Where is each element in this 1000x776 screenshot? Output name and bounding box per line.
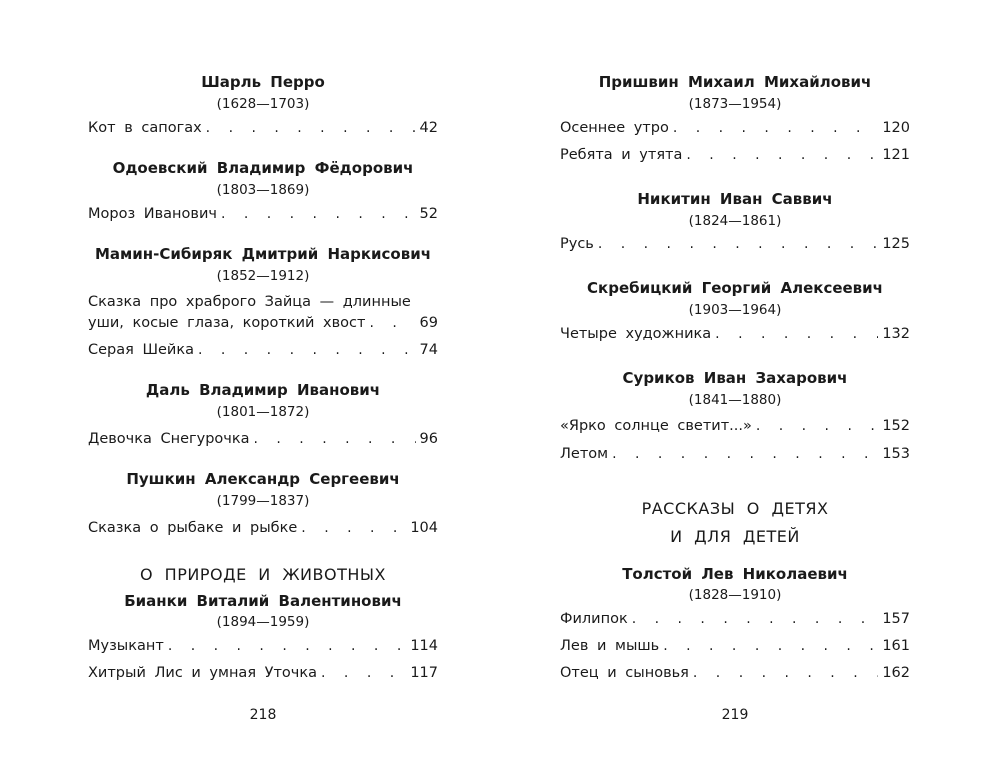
author-years: (1803—1869) [216, 182, 310, 198]
entry-page: 125 [882, 236, 910, 252]
entry-page: 69 [419, 315, 438, 331]
page-number: 219 [721, 707, 749, 723]
entry-title: Русь [560, 236, 594, 252]
dot-leader [663, 636, 878, 656]
entry-title: Кот в сапогах [88, 120, 202, 136]
toc-entry[interactable] [88, 518, 438, 538]
toc-entry[interactable] [88, 636, 438, 656]
author-years: (1828—1910) [688, 587, 782, 603]
entry-title: Лев и мышь [560, 638, 660, 654]
entry-page: 152 [882, 418, 910, 434]
dot-leader [612, 444, 878, 464]
toc-entry[interactable] [560, 636, 910, 656]
dot-leader [693, 663, 878, 683]
author-years: (1824—1861) [688, 213, 782, 229]
author-years: (1894—1959) [216, 614, 310, 630]
page-number: 218 [249, 707, 277, 723]
dot-leader [206, 118, 416, 138]
section-heading: О ПРИРОДЕ И ЖИВОТНЫХ [140, 565, 386, 584]
author-name: Толстой Лев Николаевич [622, 565, 848, 583]
author-name: Бианки Виталий Валентинович [124, 592, 402, 610]
author-name: Даль Владимир Иванович [145, 381, 381, 399]
toc-entry[interactable] [560, 118, 910, 138]
dot-leader [369, 313, 415, 333]
author-name: Никитин Иван Саввич [637, 190, 833, 208]
author-name: Мамин-Сибиряк Дмитрий Наркисович [94, 245, 432, 263]
toc-entry[interactable] [88, 313, 438, 333]
toc-entry[interactable] [88, 118, 438, 138]
entry-title: Девочка Снегурочка [88, 431, 250, 447]
left-page [88, 0, 438, 776]
toc-entry[interactable] [88, 429, 438, 449]
entry-title: Хитрый Лис и умная Уточка [88, 665, 318, 681]
toc-entry[interactable] [88, 663, 438, 683]
entry-page: 121 [882, 147, 910, 163]
entry-page: 162 [882, 665, 910, 681]
entry-title: «Ярко солнце светит...» [560, 418, 752, 434]
dot-leader [221, 204, 416, 224]
entry-title-line1[interactable]: Сказка про храброго Зайца — длинные [88, 294, 411, 310]
author-name: Пушкин Александр Сергеевич [126, 470, 400, 488]
toc-entry[interactable] [560, 234, 910, 254]
entry-title: Летом [560, 446, 609, 462]
entry-page: 161 [882, 638, 910, 654]
author-years: (1852—1912) [216, 268, 310, 284]
dot-leader [632, 609, 879, 629]
author-years: (1628—1703) [216, 96, 310, 112]
toc-entry[interactable] [88, 204, 438, 224]
dot-leader [168, 636, 406, 656]
entry-page: 120 [882, 120, 910, 136]
author-years: (1799—1837) [216, 493, 310, 509]
dot-leader [673, 118, 878, 138]
entry-title: Четыре художника [560, 326, 712, 342]
entry-title: Сказка о рыбаке и рыбке [88, 520, 298, 536]
author-name: Шарль Перро [201, 73, 325, 91]
entry-title: Музыкант [88, 638, 164, 654]
entry-page: 132 [882, 326, 910, 342]
author-years: (1873—1954) [688, 96, 782, 112]
entry-title: Ребята и утята [560, 147, 683, 163]
entry-page: 42 [419, 120, 438, 136]
entry-page: 74 [419, 342, 438, 358]
author-years: (1841—1880) [688, 392, 782, 408]
toc-entry[interactable] [560, 324, 910, 344]
dot-leader [301, 518, 406, 538]
entry-page: 114 [410, 638, 438, 654]
entry-title: Филипок [560, 611, 628, 627]
dot-leader [254, 429, 416, 449]
entry-page: 96 [419, 431, 438, 447]
toc-entry[interactable] [560, 609, 910, 629]
toc-entry[interactable] [560, 444, 910, 464]
entry-page: 153 [882, 446, 910, 462]
dot-leader [198, 340, 416, 360]
entry-title: Серая Шейка [88, 342, 194, 358]
section-heading-line1: РАССКАЗЫ О ДЕТЯХ [641, 499, 829, 518]
entry-title: уши, косые глаза, короткий хвост [88, 315, 366, 331]
entry-page: 52 [419, 206, 438, 222]
entry-page: 104 [410, 520, 438, 536]
toc-entry[interactable] [560, 145, 910, 165]
toc-entry[interactable] [560, 663, 910, 683]
section-heading-line2: И ДЛЯ ДЕТЕЙ [670, 527, 800, 546]
author-years: (1903—1964) [688, 302, 782, 318]
entry-title: Отец и сыновья [560, 665, 689, 681]
entry-title: Осеннее утро [560, 120, 669, 136]
dot-leader [756, 416, 878, 436]
dot-leader [686, 145, 878, 165]
dot-leader [321, 663, 406, 683]
author-name: Одоевский Владимир Фёдорович [112, 159, 414, 177]
author-years: (1801—1872) [216, 404, 310, 420]
entry-page: 157 [882, 611, 910, 627]
toc-entry[interactable] [560, 416, 910, 436]
right-page [560, 0, 910, 776]
dot-leader [598, 234, 878, 254]
entry-title: Мороз Иванович [88, 206, 217, 222]
toc-entry[interactable] [88, 340, 438, 360]
author-name: Пришвин Михаил Михайлович [598, 73, 872, 91]
entry-page: 117 [410, 665, 438, 681]
author-name: Суриков Иван Захарович [622, 369, 848, 387]
dot-leader [715, 324, 878, 344]
author-name: Скребицкий Георгий Алексеевич [587, 279, 883, 297]
